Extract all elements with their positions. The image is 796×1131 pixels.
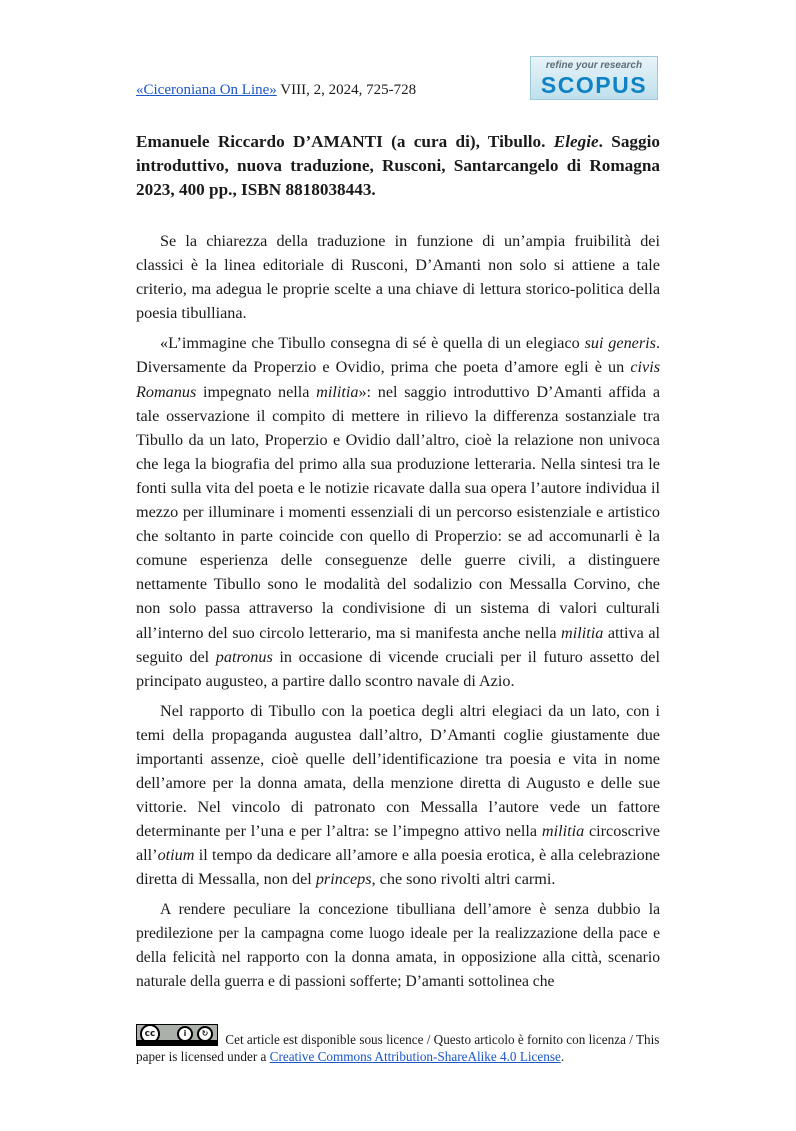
page-header — [136, 60, 660, 108]
title-part-2: . Saggio introduttivo, nuova traduzione, Rusconi, Santarcangelo di Romagna 2023, 400 pp., ISBN 8818038443. — [136, 132, 660, 199]
scopus-logo[interactable] — [530, 56, 658, 100]
paragraph-3: Nel rapporto di Tibullo con la poetica degli altri elegiaci da un lato, con i temi della propaganda augustea dall’altro, D’Amanti coglie giustamente due importanti assenze, cioè quelle dell’identificazione tra poesia e vita in nome dell’amore per la donna amata, della menzione diretta di Augusto e delle sue vittorie. Nel vincolo di patronato con Messalla l’autore vede un fattore determinante per l’una e per l’altra: se l’impegno attivo nella militia circoscrive all’otium il tempo da dedicare all’amore e alla poesia erotica, è alla celebrazione diretta di Messalla, non del princeps, che sono rivolti altri carmi. — [136, 701, 660, 889]
journal-link[interactable]: «Ciceroniana On Line» — [136, 82, 277, 98]
license-end: . — [560, 1049, 565, 1064]
license-link[interactable]: Creative Commons Attribution-ShareAlike 4.0 License — [269, 1049, 561, 1064]
review-title — [136, 130, 660, 202]
license-footer — [136, 1024, 660, 1065]
citation-text: VIII, 2, 2024, 725-728 — [276, 82, 417, 98]
paragraph-4: A rendere peculiare la concezione tibulliana dell’amore è senza dubbio la predilezione per la campagna come luogo ideale per la realizzazione della pace e della felicità nel rapporto con la donna amata, in opposizione alla città, scenario naturale della guerra e di passioni sofferte; D’amanti sottolinea che — [136, 900, 660, 990]
badge-bar — [137, 1040, 217, 1045]
article-body — [136, 229, 660, 1000]
title-part-1: Emanuele Riccardo D’AMANTI (a cura di), Tibullo. — [136, 132, 554, 151]
sa-icon: ↻ — [197, 1026, 213, 1042]
scopus-brand: SCOPUS — [540, 72, 648, 98]
paragraph-1: Se la chiarezza della traduzione in funzione di un’ampia fruibilità dei classici è la linea editoriale di Rusconi, D’Amanti non solo si attiene a tale criterio, ma adegua le proprie scelte a una chiave di lettura storico-politica della poesia tibulliana. — [136, 232, 660, 323]
cc-by-sa-badge[interactable] — [136, 1024, 218, 1046]
by-icon: i — [177, 1026, 193, 1042]
license-text: Cet article est disponible sous licence / Questo articolo è fornito con licenza / This paper is licensed under a — [136, 1032, 660, 1064]
title-work: Elegie — [553, 132, 599, 151]
journal-citation — [136, 82, 416, 99]
cc-icon: cc — [140, 1024, 160, 1044]
paragraph-2: «L’immagine che Tibullo consegna di sé è quella di un elegiaco sui generis. Diversamente da Properzio e Ovidio, prima che poeta d’amore egli è un civis Romanus impegnato nella militia»: nel saggio introduttivo D’Amanti affida a tale osservazione il compito di mettere in rilievo la differenza sostanziale tra Tibullo da un lato, Properzio e Ovidio dall’altro, cioè la relazione non univoca che lega la biografia del primo alla sua produzione letteraria. Nella sintesi tra le fonti sulla vita del poeta e le notizie ricavate dalla sua opera l’autore individua il mezzo per illuminare i momenti essenziali di un percorso esistenziale e artistico che soltanto in parte coincide con quello di Properzio: se ad accomunarli è la comune esperienza delle conseguenze delle guerre civili, a distinguere nettamente Tibullo sono le modalità del sodalizio con Messalla Corvino, che non solo passa attraverso la condivisione di un sistema di valori culturali all’interno del suo circolo letterario, ma si manifesta anche nella militia attiva al seguito del patronus in occasione di vicende cruciali per il futuro assetto del principato augusteo, a partire dallo scontro navale di Azio. — [136, 334, 661, 690]
scopus-tagline: refine your research — [545, 60, 643, 71]
